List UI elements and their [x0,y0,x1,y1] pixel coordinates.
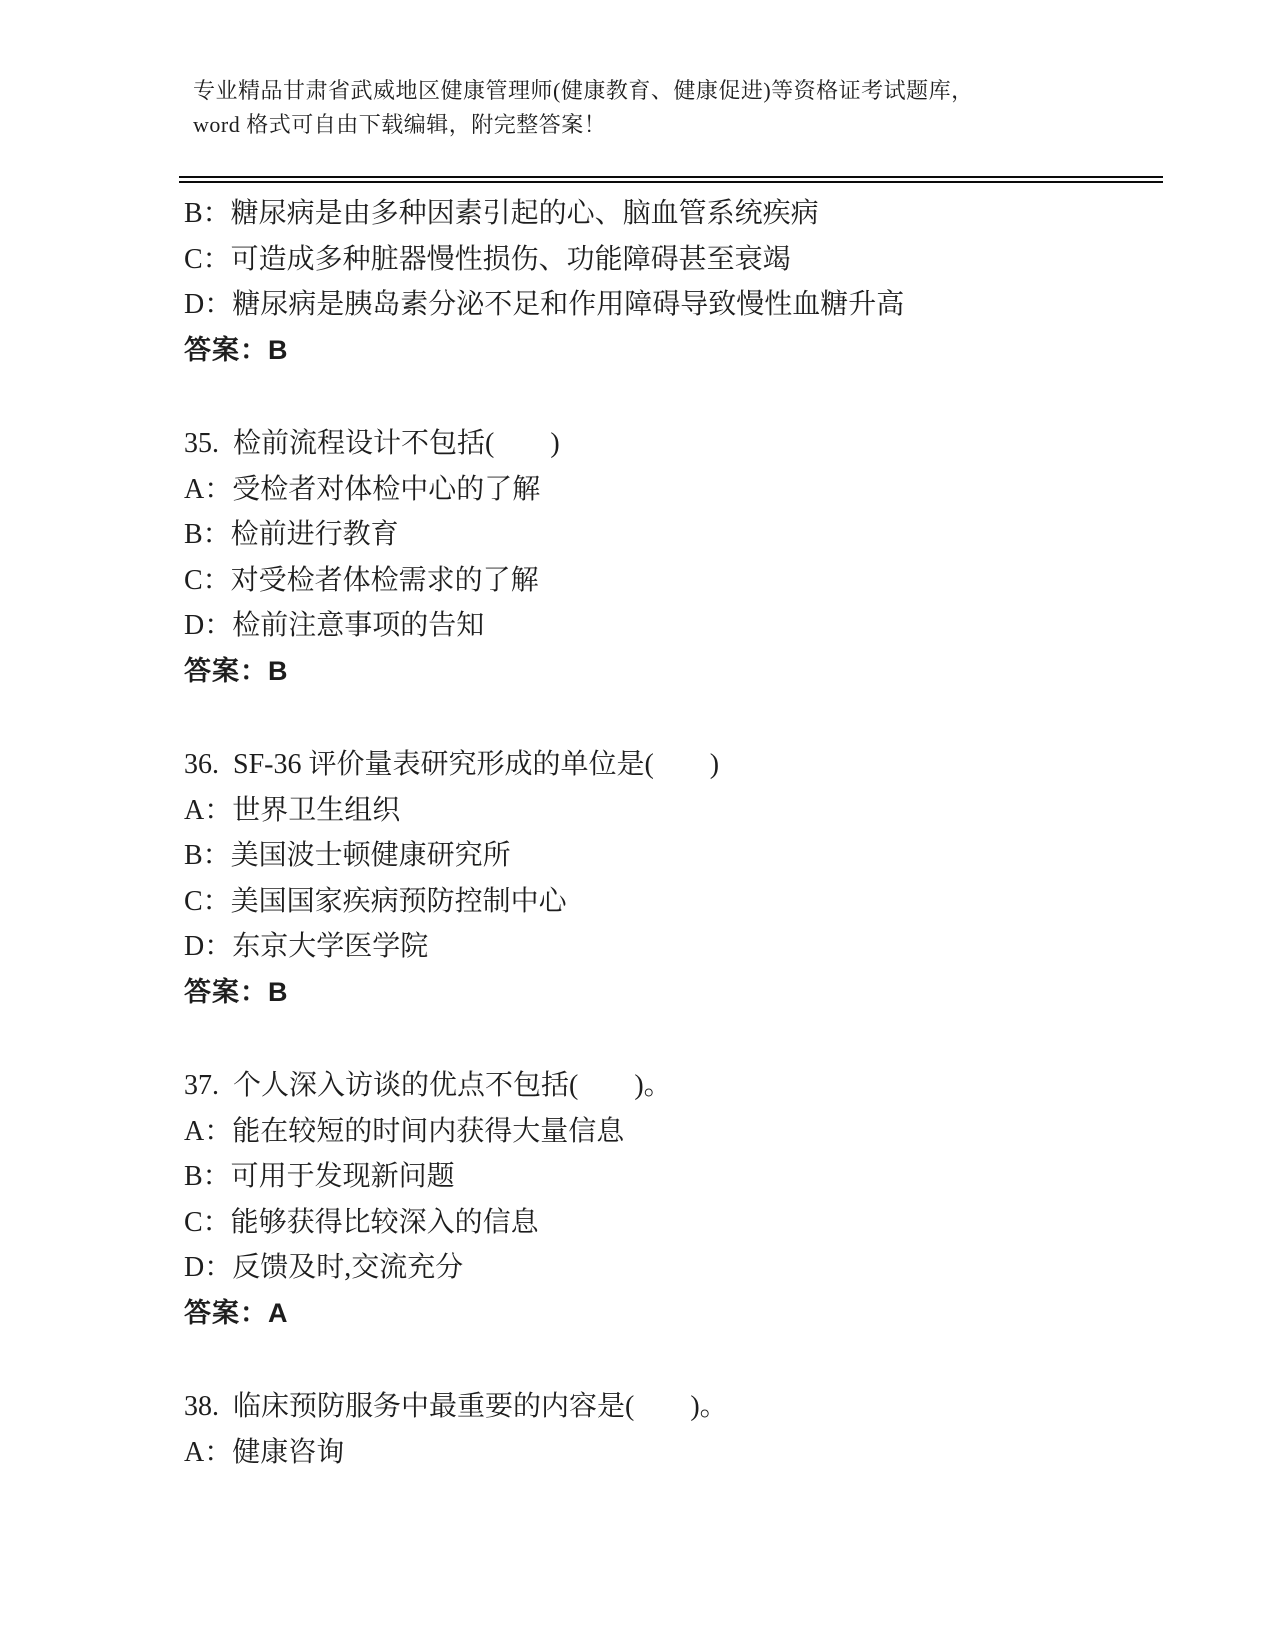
question-block-38 [184,1384,1194,1475]
option-line: B：可用于发现新问题 [184,1161,455,1192]
header-line-2: word 格式可自由下载编辑，附完整答案！ [193,112,607,137]
question-text: 38. 临床预防服务中最重要的内容是( )。 [184,1391,728,1422]
option-line: D：反馈及时,交流充分 [184,1252,464,1283]
answer-line: 答案：A [184,1297,289,1328]
question-block-36 [184,742,1194,1015]
question-text: 35. 检前流程设计不包括( ) [184,428,560,459]
header-line-1: 专业精品甘肃省武威地区健康管理师(健康教育、健康促进)等资格证考试题库， [193,78,974,103]
option-line: D：东京大学医学院 [184,931,429,962]
question-block-partial [184,191,1194,373]
document-header [193,74,1183,142]
document-body [184,191,1194,1475]
option-line: A：世界卫生组织 [184,794,401,826]
question-block-37 [184,1063,1194,1336]
option-line: C：美国国家疾病预防控制中心 [184,885,567,917]
option-line: C：可造成多种脏器慢性损伤、功能障碍甚至衰竭 [184,243,791,275]
answer-line: 答案：B [184,655,289,686]
option-line: A：受检者对体检中心的了解 [184,473,541,505]
option-line: D：糖尿病是胰岛素分泌不足和作用障碍导致慢性血糖升高 [184,289,905,320]
question-block-35 [184,421,1194,694]
option-line: B：检前进行教育 [184,519,399,550]
option-line: B：美国波士顿健康研究所 [184,840,511,871]
option-line: A：能在较短的时间内获得大量信息 [184,1115,625,1147]
option-line: D：检前注意事项的告知 [184,610,485,641]
option-line: A：健康咨询 [184,1436,345,1468]
question-text: 36. SF-36 评价量表研究形成的单位是( ) [184,749,720,780]
option-line: C：对受检者体检需求的了解 [184,564,539,596]
option-line: B：糖尿病是由多种因素引起的心、脑血管系统疾病 [184,198,819,229]
option-line: C：能够获得比较深入的信息 [184,1206,539,1238]
question-text: 37. 个人深入访谈的优点不包括( )。 [184,1070,672,1101]
answer-line: 答案：B [184,334,289,365]
header-rule [179,176,1163,183]
answer-line: 答案：B [184,976,289,1007]
